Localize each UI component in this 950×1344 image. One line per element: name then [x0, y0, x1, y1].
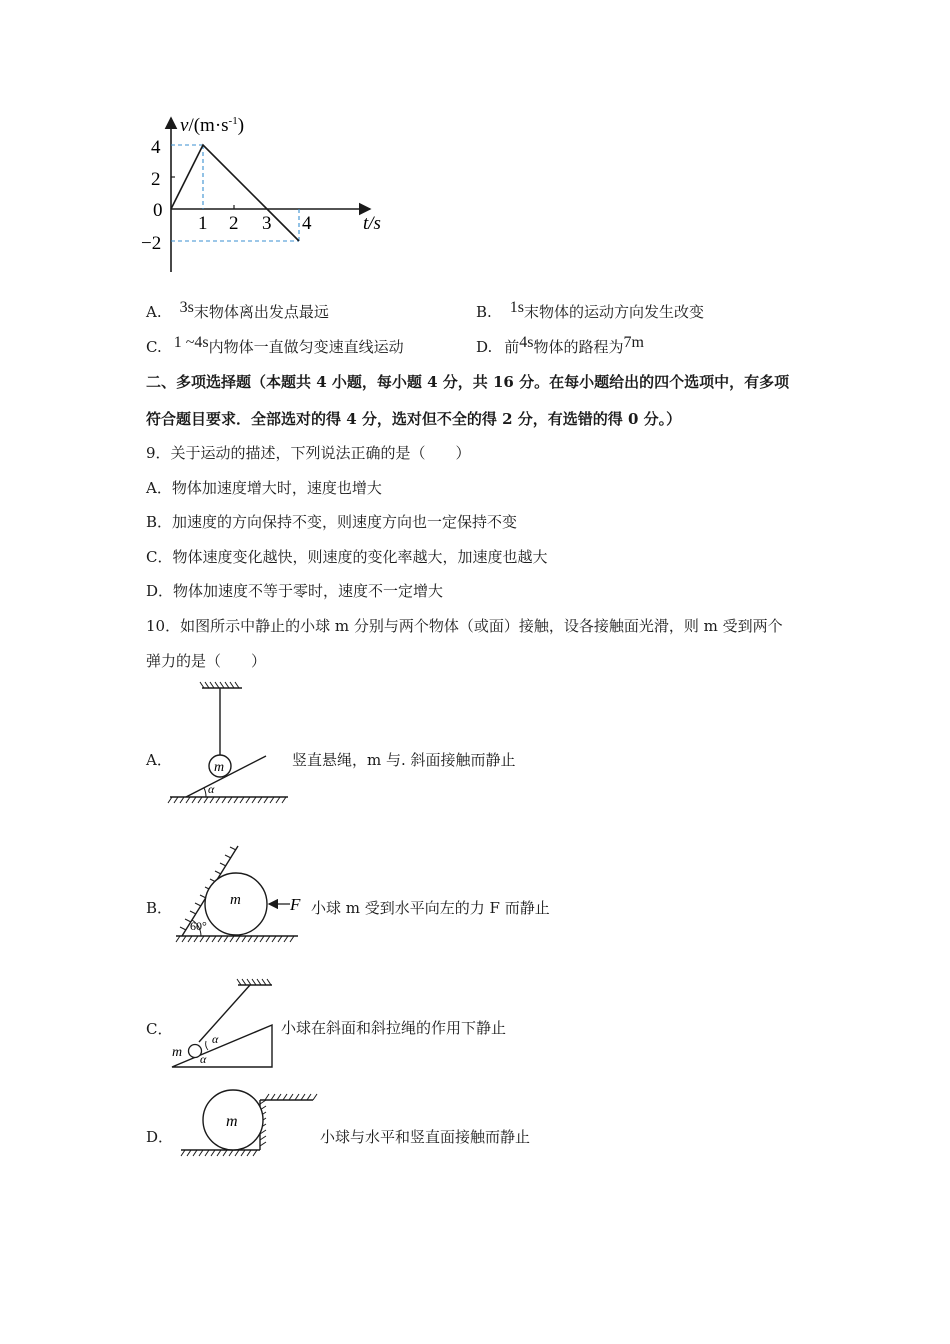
q9-option-a: A．物体加速度增大时，速度也增大 [146, 479, 382, 497]
x-tick: 1 [198, 213, 208, 234]
q10-stem-line1: 10．如图所示中静止的小球 m 分别与两个物体（或面）接触，设各接触面光滑，则 m 受到两个 [146, 617, 783, 635]
svg-text:m: m [172, 1045, 183, 1060]
q10-option-b-desc: 小球 m 受到水平向左的力 F 而静止 [311, 899, 550, 917]
q10-option-a-label: A． [146, 751, 172, 769]
y-axis-label: $v/(m\cdot s^{-1})$ [180, 115, 245, 136]
svg-text:α: α [208, 782, 215, 796]
q8-option-a: A. 3s末物体离出发点最远 [146, 299, 329, 321]
diagram-b [168, 840, 318, 950]
q9-option-d: D．物体加速度不等于零时，速度不一定增大 [146, 582, 444, 600]
svg-text:m: m [230, 892, 241, 908]
q8-option-b: B. 1s末物体的运动方向发生改变 [476, 299, 705, 321]
x-axis-label: t/s [363, 213, 381, 234]
svg-text:60°: 60° [190, 919, 207, 933]
svg-text:α: α [200, 1052, 207, 1066]
section-header-line1: 二、多项选择题（本题共 4 小题，每小题 4 分，共 16 分。在每小题给出的四个选项中，有多项 [146, 373, 790, 391]
diagram-c [168, 975, 283, 1075]
y-tick: 4 [151, 137, 161, 158]
q10-option-c-label: C． [146, 1020, 173, 1038]
q9-stem: 9．关于运动的描述，下列说法正确的是（ ） [146, 444, 471, 462]
q10-option-b-label: B． [146, 899, 173, 917]
q9-option-b: B．加速度的方向保持不变，则速度方向也一定保持不变 [146, 513, 518, 531]
y-tick: 0 [153, 200, 163, 221]
q10-option-c-desc: 小球在斜面和斜拉绳的作用下静止 [281, 1019, 507, 1037]
diagram-a [160, 680, 300, 805]
x-tick: 4 [302, 213, 312, 234]
section-header-line2: 符合题目要求．全部选对的得 4 分，选对但不全的得 2 分，有选错的得 0 分。） [146, 410, 682, 428]
q8-option-c: C. 1 ~4s内物体一直做匀变速直线运动 [146, 334, 404, 356]
q10-option-a-desc: 竖直悬绳，m 与. 斜面接触而静止 [292, 751, 516, 769]
svg-text:α: α [212, 1032, 219, 1046]
svg-text:m: m [214, 760, 225, 775]
y-tick: 2 [151, 169, 161, 190]
diagram-d [175, 1088, 320, 1166]
y-tick: −2 [141, 233, 162, 254]
x-tick: 2 [229, 213, 239, 234]
q10-option-d-desc: 小球与水平和竖直面接触而静止 [320, 1128, 531, 1146]
q8-option-d: D. 前4s物体的路程为7m [476, 334, 644, 356]
svg-text:F: F [290, 895, 301, 914]
q9-option-c: C．物体速度变化越快，则速度的变化率越大，加速度也越大 [146, 548, 548, 566]
svg-text:m: m [226, 1113, 238, 1130]
x-tick: 3 [262, 213, 272, 234]
vt-graph [0, 0, 950, 300]
q10-stem-line2: 弹力的是（ ） [146, 652, 267, 670]
q10-option-d-label: D． [146, 1128, 174, 1146]
